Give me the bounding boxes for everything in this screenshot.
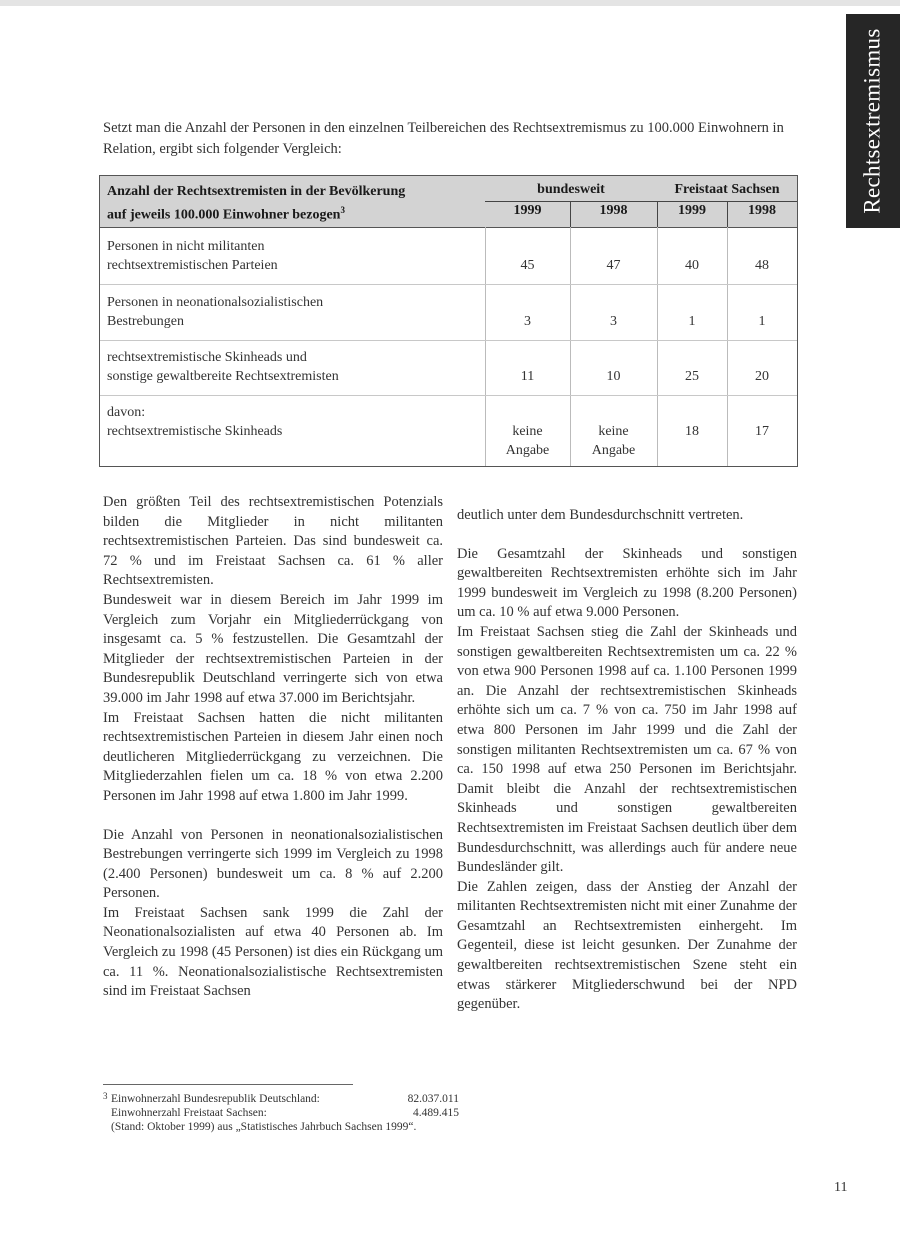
cell-value-line: Angabe — [591, 443, 636, 458]
row-divider — [100, 284, 797, 285]
footnote-value: 82.037.011 — [407, 1093, 459, 1105]
year-header: 1999 — [513, 203, 542, 218]
row-label — [107, 293, 467, 331]
row-label-line: rechtsextremistischen Parteien — [107, 258, 278, 273]
header-line-1: Anzahl der Rechtsextremisten in der Bevölkerung — [107, 184, 406, 199]
section-tab — [846, 14, 900, 228]
paragraph: Den größten Teil des rechtsextremistischen Potenzials bilden die Mitglieder in nicht militanten rechtsextremistischen Parteien. Das sind bundesweit ca. 72 % und im Freistaat Sachsen ca. 61 % aller Rechtsextremisten. — [103, 494, 443, 589]
footnote-value: 4.489.415 — [413, 1107, 459, 1119]
paragraph: Im Freistaat Sachsen stieg die Zahl der Skinheads und sonstigen gewaltbereiten Rechtsextremisten um ca. 22 % von etwa 900 Personen 1998 auf ca. 1.100 Personen 1999 an. Die Anzahl der rechtsextremistischen Skinheads erhöhte sich um ca. 7 % von ca. 750 im Jahr 1998 auf etwa 800 Personen im Jahr 1999 und die Zahl der sonstigen militanten Rechtsextremisten um ca. 67 % von ca. 150 1998 auf etwa 250 Personen im Berichtsjahr. Damit bleibt die Anzahl der rechtsextremistischen Skinheads und sonstigen gewaltbereiten Rechtsextremisten im Freistaat Sachsen deutlich über dem Bundesdurchschnitt, was allerdings auch für andere neue Bundesländer gilt. — [457, 623, 797, 876]
group-divider — [485, 201, 797, 202]
cell-value: 10 — [606, 369, 621, 384]
year-header: 1999 — [678, 203, 706, 218]
paragraph: Im Freistaat Sachsen sank 1999 die Zahl der Neonationalsozialisten auf etwa 40 Personen ab. Im Vergleich zu 1998 (45 Personen) ist dies ein Rückgang um ca. 11 %. Neonationalsozialistische Rechtsextremisten sind im Freistaat Sachsen — [103, 904, 444, 1000]
group-header-sachsen: Freistaat Sachsen — [674, 182, 780, 197]
cell-value: 40 — [685, 258, 699, 273]
cell-value: 11 — [520, 369, 535, 384]
footnote-label: Einwohnerzahl Freistaat Sachsen: — [111, 1107, 267, 1119]
section-tab-label: Rechtsextremismus — [860, 28, 885, 214]
intro-paragraph: Setzt man die Anzahl der Personen in den einzelnen Teilbereichen des Rechtsextremismus zu 100.000 Einwohnern in Relation, ergibt sich folgender Vergleich: — [103, 120, 784, 157]
cell-value: 20 — [755, 369, 769, 384]
paragraph: Bundesweit war in diesem Bereich im Jahr 1999 im Vergleich zum Vorjahr ein Mitgliederrückgang von insgesamt ca. 5 % festzustellen. Die Gesamtzahl der Mitglieder der rechtsextremistischen Parteien in der Bundesrepublik Deutschland verringerte sich von etwa 39.000 im Jahr 1998 auf etwa 37.000 im Berichtsjahr. — [103, 591, 443, 706]
footnote-rule — [103, 1084, 353, 1085]
header-footnote-mark: 3 — [340, 205, 345, 215]
cell-value: 48 — [755, 258, 769, 273]
paragraph: deutlich unter dem Bundesdurchschnitt vertreten. — [457, 507, 744, 523]
row-label-line: Bestrebungen — [107, 314, 184, 329]
row-label — [107, 348, 467, 386]
group-header-bundesweit: bundesweit — [537, 182, 605, 197]
paragraph: Die Gesamtzahl der Skinheads und sonstigen gewaltbereiten Rechtsextremisten erhöhte sich im Jahr 1999 bundesweit im Vergleich zu 1998 (8.200 Personen) um ca. 10 % auf etwa 9.000 Personen. — [457, 545, 797, 621]
cell-value-line: keine — [512, 424, 543, 439]
year-header: 1998 — [599, 203, 628, 218]
cell-value-line: Angabe — [505, 443, 550, 458]
cell-value: 1 — [758, 314, 766, 329]
paragraph: Die Zahlen zeigen, dass der Anstieg der Anzahl der militanten Rechtsextremisten nicht mit einer Zunahme der Gesamtzahl an Rechtsextremisten einhergeht. Im Gegenteil, diese ist leicht gesunken. Der Zunahme der gewaltbereiten rechtsextremistischen Szene steht ein etwas stärkerer Mitgliederschwund bei der NPD gegenüber. — [457, 878, 797, 1013]
row-label-line: sonstige gewaltbereite Rechtsextremisten — [107, 369, 339, 384]
row-divider — [100, 340, 797, 341]
right-text-column — [457, 506, 797, 1015]
footnote-line — [111, 1106, 459, 1120]
row-label-line: davon: — [107, 405, 146, 420]
paragraph: Die Anzahl von Personen in neonationalsozialistischen Bestrebungen verringerte sich 1999 im Vergleich zu 1998 (2.400 Personen) bundesweit um ca. 8 % auf 2.200 Personen. — [103, 826, 443, 902]
cell-value: 17 — [755, 424, 769, 439]
cell-value: 3 — [524, 314, 531, 329]
row-label-line: Personen in neonationalsozialistischen — [107, 295, 324, 310]
page-number: 11 — [834, 1180, 848, 1195]
comparison-table — [99, 175, 798, 467]
row-divider — [100, 395, 797, 396]
row-label — [107, 237, 467, 275]
footnote-line: (Stand: Oktober 1999) aus „Statistisches Jahrbuch Sachsen 1999“. — [111, 1121, 417, 1133]
cell-value — [485, 422, 570, 460]
table-header-description — [107, 183, 477, 225]
cell-value — [570, 422, 657, 460]
cell-value: 45 — [520, 258, 535, 273]
top-rule — [0, 0, 900, 6]
cell-value-line: keine — [598, 424, 629, 439]
left-text-column — [103, 493, 443, 1002]
row-label — [107, 403, 467, 441]
row-label-line: rechtsextremistische Skinheads und — [107, 350, 307, 365]
year-header: 1998 — [748, 203, 776, 218]
paragraph: Im Freistaat Sachsen hatten die nicht militanten rechtsextremistischen Parteien in diesem Jahr einen noch deutlicheren Mitgliederrückgang zu verzeichnen. Die Mitgliederzahlen fielen um ca. 18 % von etwa 2.200 Personen im Jahr 1998 auf etwa 1.800 im Jahr 1999. — [103, 709, 443, 804]
footnote-line — [111, 1092, 459, 1106]
row-label-line: rechtsextremistische Skinheads — [107, 424, 283, 439]
cell-value: 18 — [685, 424, 699, 439]
table-header — [100, 176, 797, 228]
cell-value: 47 — [606, 258, 621, 273]
cell-value: 25 — [685, 369, 699, 384]
row-label-line: Personen in nicht militanten — [107, 239, 265, 254]
cell-value: 1 — [688, 314, 696, 329]
footnote-mark: 3 — [103, 1091, 108, 1101]
footnote-label: Einwohnerzahl Bundesrepublik Deutschland: — [111, 1093, 320, 1105]
header-line-2: auf jeweils 100.000 Einwohner bezogen — [107, 207, 341, 223]
cell-value: 3 — [610, 314, 617, 329]
